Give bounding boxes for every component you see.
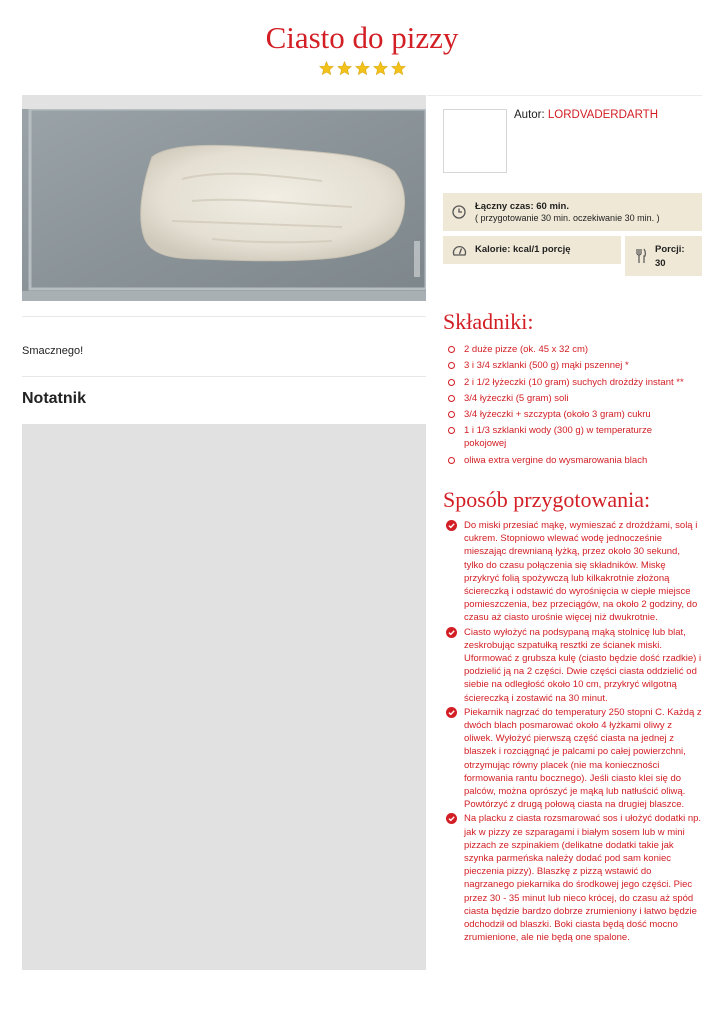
ingredient-item — [446, 454, 696, 467]
star-icon — [391, 61, 406, 76]
check-circle-icon — [446, 627, 457, 638]
ingredient-text: 2 duże pizze (ok. 45 x 32 cm) — [464, 344, 589, 355]
star-icon — [319, 61, 334, 76]
method-heading: Sposób przygotowania: — [443, 487, 651, 512]
method-step — [446, 812, 702, 944]
author-avatar — [443, 109, 507, 173]
circle-bullet-icon — [448, 362, 455, 369]
circle-bullet-icon — [448, 411, 455, 418]
dough-on-tray-image — [22, 109, 426, 301]
total-time-box — [443, 193, 702, 231]
ingredient-item — [446, 359, 696, 372]
method-step — [446, 706, 702, 812]
ingredient-text: 1 i 1/3 szklanki wody (300 g) w temperaturze pokojowej — [464, 425, 652, 450]
scale-icon — [452, 243, 467, 257]
ingredient-text: 3/4 łyżeczki + szczypta (około 3 gram) cukru — [464, 409, 651, 421]
portions-box — [625, 236, 702, 276]
clock-icon — [452, 205, 466, 219]
circle-bullet-icon — [448, 379, 455, 386]
ingredient-text: 2 i 1/2 łyżeczki (10 gram) suchych drożdży instant ** — [464, 376, 684, 388]
ingredient-item — [446, 408, 696, 421]
ingredient-item — [446, 376, 696, 389]
step-text: Piekarnik nagrzać do temperatury 250 stopni C. Każdą z dwóch blach posmarować około 4 łyżkami oliwy z oliwek. Wyłożyć pierwszą część ciasta na jednej z blaszek i rozciągnąć je palcami po całej powierzchni, otrzymując równy placek (nie ma konieczności formowania rantu bocznego). Jeśli ciasto klei się do palców, można oprószyć je mąką lub natłuścić oliwą. Powtórzyć z drugą połową ciasta na drugiej blaszce. — [464, 706, 702, 811]
circle-bullet-icon — [448, 457, 455, 464]
star-icon — [355, 61, 370, 76]
cutlery-icon — [635, 248, 647, 264]
star-icon — [337, 61, 352, 76]
step-text: Do miski przesiać mąkę, wymieszać z drożdżami, solą i cukrem. Stopniowo wlewać wodę jednocześnie mieszając drewnianą łyżką, przez około 30 sekund, tylko do czasu połączenia się składników. Miskę przykryć folią spożywczą lub kilkakrotnie złożoną ściereczką i odstawić do wyrośnięcia w ciepłe miejsce pomieszczenia, bez przeciągów, na około 2 godziny, do czasu aż ciasto urośnie więcej niż dwukrotnie. — [464, 520, 698, 624]
circle-bullet-icon — [448, 346, 455, 353]
ingredient-item — [446, 392, 696, 405]
total-time: Łączny czas: 60 min. — [475, 201, 569, 212]
notes-heading: Notatnik — [22, 390, 86, 407]
ingredients-list — [446, 343, 696, 470]
time-breakdown: ( przygotowanie 30 min. oczekiwanie 30 min. ) — [475, 213, 660, 223]
portions-label: Porcji: — [655, 244, 685, 255]
author-name-link[interactable]: LORDVADERDARTH — [547, 109, 659, 121]
check-circle-icon — [446, 520, 457, 531]
portions-value: 30 — [655, 258, 666, 269]
ingredients-heading: Składniki: — [443, 309, 534, 334]
check-circle-icon — [446, 707, 457, 718]
divider — [22, 376, 426, 377]
author-line — [514, 109, 658, 121]
ingredient-item — [446, 424, 696, 450]
recipe-photo — [22, 95, 426, 301]
ingredient-text: 3/4 łyżeczki (5 gram) soli — [464, 392, 569, 404]
check-circle-icon — [446, 813, 457, 824]
notes-area[interactable] — [22, 424, 426, 970]
rating-stars — [0, 61, 724, 76]
calories: Kalorie: kcal/1 porcję — [475, 244, 571, 255]
ingredient-item — [446, 343, 696, 356]
circle-bullet-icon — [448, 427, 455, 434]
method-step — [446, 626, 702, 705]
closing-text: Smacznego! — [22, 345, 84, 357]
method-step — [446, 519, 702, 625]
star-icon — [373, 61, 388, 76]
ingredient-text: oliwa extra vergine do wysmarowania blach — [464, 454, 648, 466]
divider — [22, 316, 426, 317]
recipe-title: Ciasto do pizzy — [265, 20, 459, 55]
step-text: Ciasto wyłożyć na podsypaną mąką stolnicę lub blat, zeskrobując szpatułką resztki ze ścianek miski. Uformować z grubsza kulę (ciasto będzie dość rzadkie) i podzielić ją na 2 części. Dwie części ciasta oddzielić od siebie na odległość około 10 cm, przykryć wilgotną ściereczką i zostawić na 30 minut. — [464, 626, 702, 704]
circle-bullet-icon — [448, 395, 455, 402]
step-text: Na placku z ciasta rozsmarować sos i ułożyć dodatki np. jak w pizzy ze szparagami i białym sosem lub w mini pizzach ze szpinakiem (delikatne dodatki takie jak szynka parmeńska należy dodać pod sam koniec pieczenia pizzy). Blaszkę z pizzą wstawić do nagrzanego piekarnika do środkowej jego części. Piec przez 30 - 35 minut lub nieco krócej, do czasu aż spód ciasta będzie bardzo dobrze zrumieniony i łatwo będzie odchodził od blaszki. Boki ciasta będą dość mocno zrumienione, ale nie będą one spalone. — [464, 813, 702, 944]
author-label: Autor: — [514, 109, 548, 121]
calories-box — [443, 236, 621, 264]
ingredient-text: 3 i 3/4 szklanki (500 g) mąki pszennej * — [464, 360, 629, 372]
method-steps — [446, 519, 702, 946]
divider — [427, 95, 702, 96]
